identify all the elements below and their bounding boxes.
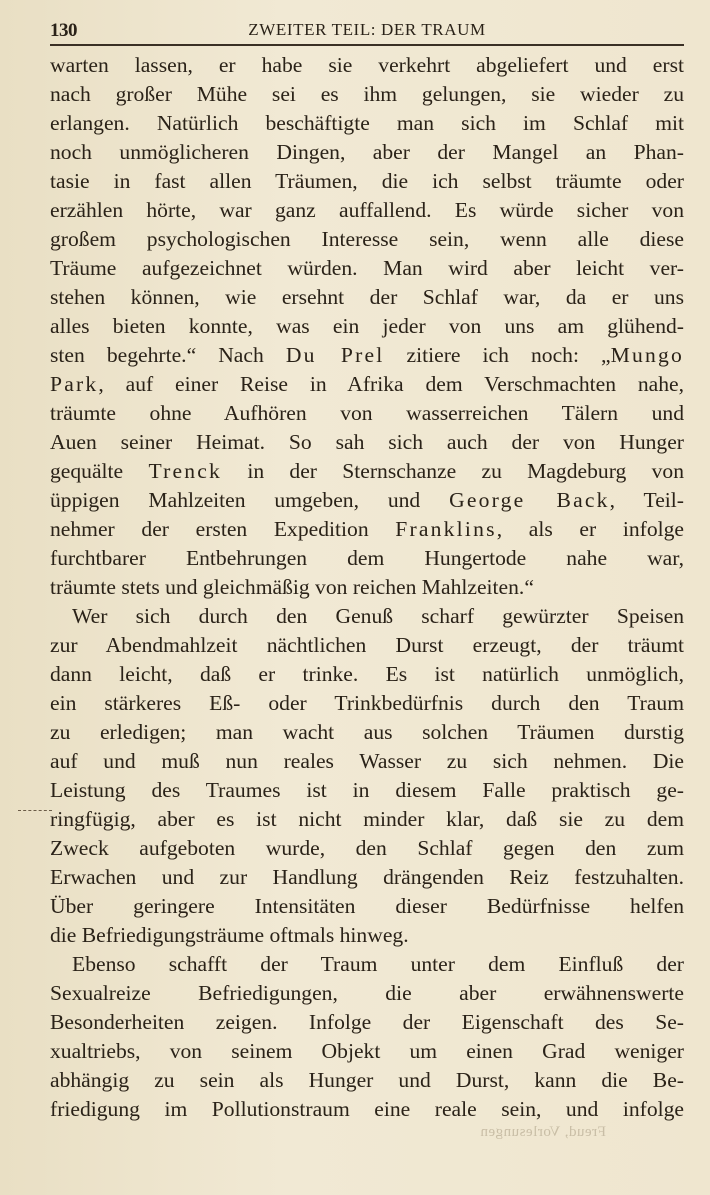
spaced-name: Du Prel — [285, 343, 385, 367]
line-segment: nehmer der ersten Expedition — [50, 517, 396, 541]
page-number: 130 — [50, 20, 77, 41]
text-line: furchtbarer Entbehrungen dem Hungertode nahe war, — [50, 546, 684, 570]
text-line: ein stärkeres Eß- oder Trinkbedürfnis durch den Traum — [50, 691, 684, 715]
text-line: dann leicht, daß er trinke. Es ist natürlich unmöglich, — [50, 662, 684, 686]
line-segment: zitiere ich noch: „ — [384, 343, 611, 367]
text-line: zu erledigen; man wacht aus solchen Träumen durstig — [50, 720, 684, 744]
spaced-name: Trenck — [148, 459, 223, 483]
text-line: auf und muß nun reales Wasser zu sich nehmen. Die — [50, 749, 684, 773]
margin-pencil-mark — [18, 810, 52, 812]
text-line: Besonderheiten zeigen. Infolge der Eigenschaft des Se- — [50, 1010, 684, 1034]
header-rule — [50, 44, 684, 46]
text-line — [50, 515, 684, 544]
text-line: erlangen. Natürlich beschäftigte man sich im Schlaf mit — [50, 111, 684, 135]
text-line: Auen seiner Heimat. So sah sich auch der von Hunger — [50, 430, 684, 454]
text-line: Ebenso schafft der Traum unter dem Einfluß der — [72, 952, 684, 976]
line-segment: , auf einer Reise in Afrika dem Verschmachten nahe, — [98, 372, 684, 396]
text-line: alles bieten konnte, was ein jeder von uns am glühend- — [50, 314, 684, 338]
text-line: träumte stets und gleichmäßig von reichen Mahlzeiten.“ — [50, 575, 534, 599]
text-line: warten lassen, er habe sie verkehrt abgeliefert und erst — [50, 53, 684, 77]
page-header — [50, 18, 684, 44]
text-line: großem psychologischen Interesse sein, wenn alle diese — [50, 227, 684, 251]
text-line: Sexualreize Befriedigungen, die aber erwähnenswerte — [50, 981, 684, 1005]
line-segment: , als er infolge — [496, 517, 684, 541]
text-line: erzählen hörte, war ganz auffallend. Es würde sicher von — [50, 198, 684, 222]
line-segment: sten begehrte.“ Nach — [50, 343, 286, 367]
text-line — [50, 370, 684, 399]
text-line: Über geringere Intensitäten dieser Bedürfnisse helfen — [50, 894, 684, 918]
spaced-name: Franklins — [395, 517, 497, 541]
spaced-name: Mungo — [610, 343, 684, 367]
text-line — [50, 486, 684, 515]
line-segment: üppigen Mahlzeiten umgeben, und — [50, 488, 450, 512]
text-line: nach großer Mühe sei es ihm gelungen, sie wieder zu — [50, 82, 684, 106]
text-line: die Befriedigungsträume oftmals hinweg. — [50, 923, 409, 947]
text-line: xualtriebs, von seinem Objekt um einen Grad weniger — [50, 1039, 684, 1063]
line-segment: gequälte — [50, 459, 149, 483]
text-line — [50, 341, 684, 370]
text-line: zur Abendmahlzeit nächtlichen Durst erzeugt, der träumt — [50, 633, 684, 657]
text-line: tasie in fast allen Träumen, die ich selbst träumte oder — [50, 169, 684, 193]
text-line: Leistung des Traumes ist in diesem Falle praktisch ge- — [50, 778, 684, 802]
text-line: stehen können, wie ersehnt der Schlaf war, da er uns — [50, 285, 684, 309]
text-line: ringfügig, aber es ist nicht minder klar, daß sie zu dem — [50, 807, 684, 831]
spaced-name: Park — [50, 372, 99, 396]
text-line — [50, 457, 684, 486]
text-line: Wer sich durch den Genuß scharf gewürzter Speisen — [72, 604, 684, 628]
text-line: abhängig zu sein als Hunger und Durst, kann die Be- — [50, 1068, 684, 1092]
running-head: ZWEITER TEIL: DER TRAUM — [248, 20, 486, 39]
body-text — [50, 51, 684, 1124]
line-segment: in der Sternschanze zu Magdeburg von — [222, 459, 684, 483]
text-line: träumte ohne Aufhören von wasserreichen Tälern und — [50, 401, 684, 425]
bleed-through-text: Freud, Vorlesungen — [480, 1124, 606, 1140]
line-segment: , Teil- — [609, 488, 684, 512]
text-line: Zweck aufgeboten wurde, den Schlaf gegen den zum — [50, 836, 684, 860]
text-line: noch unmöglicheren Dingen, aber der Mangel an Phan- — [50, 140, 684, 164]
text-line: Träume aufgezeichnet würden. Man wird aber leicht ver- — [50, 256, 684, 280]
spaced-name: George Back — [449, 488, 610, 512]
text-line: Erwachen und zur Handlung drängenden Reiz festzuhalten. — [50, 865, 684, 889]
text-line: friedigung im Pollutionstraum eine reale sein, und infolge — [50, 1097, 684, 1121]
